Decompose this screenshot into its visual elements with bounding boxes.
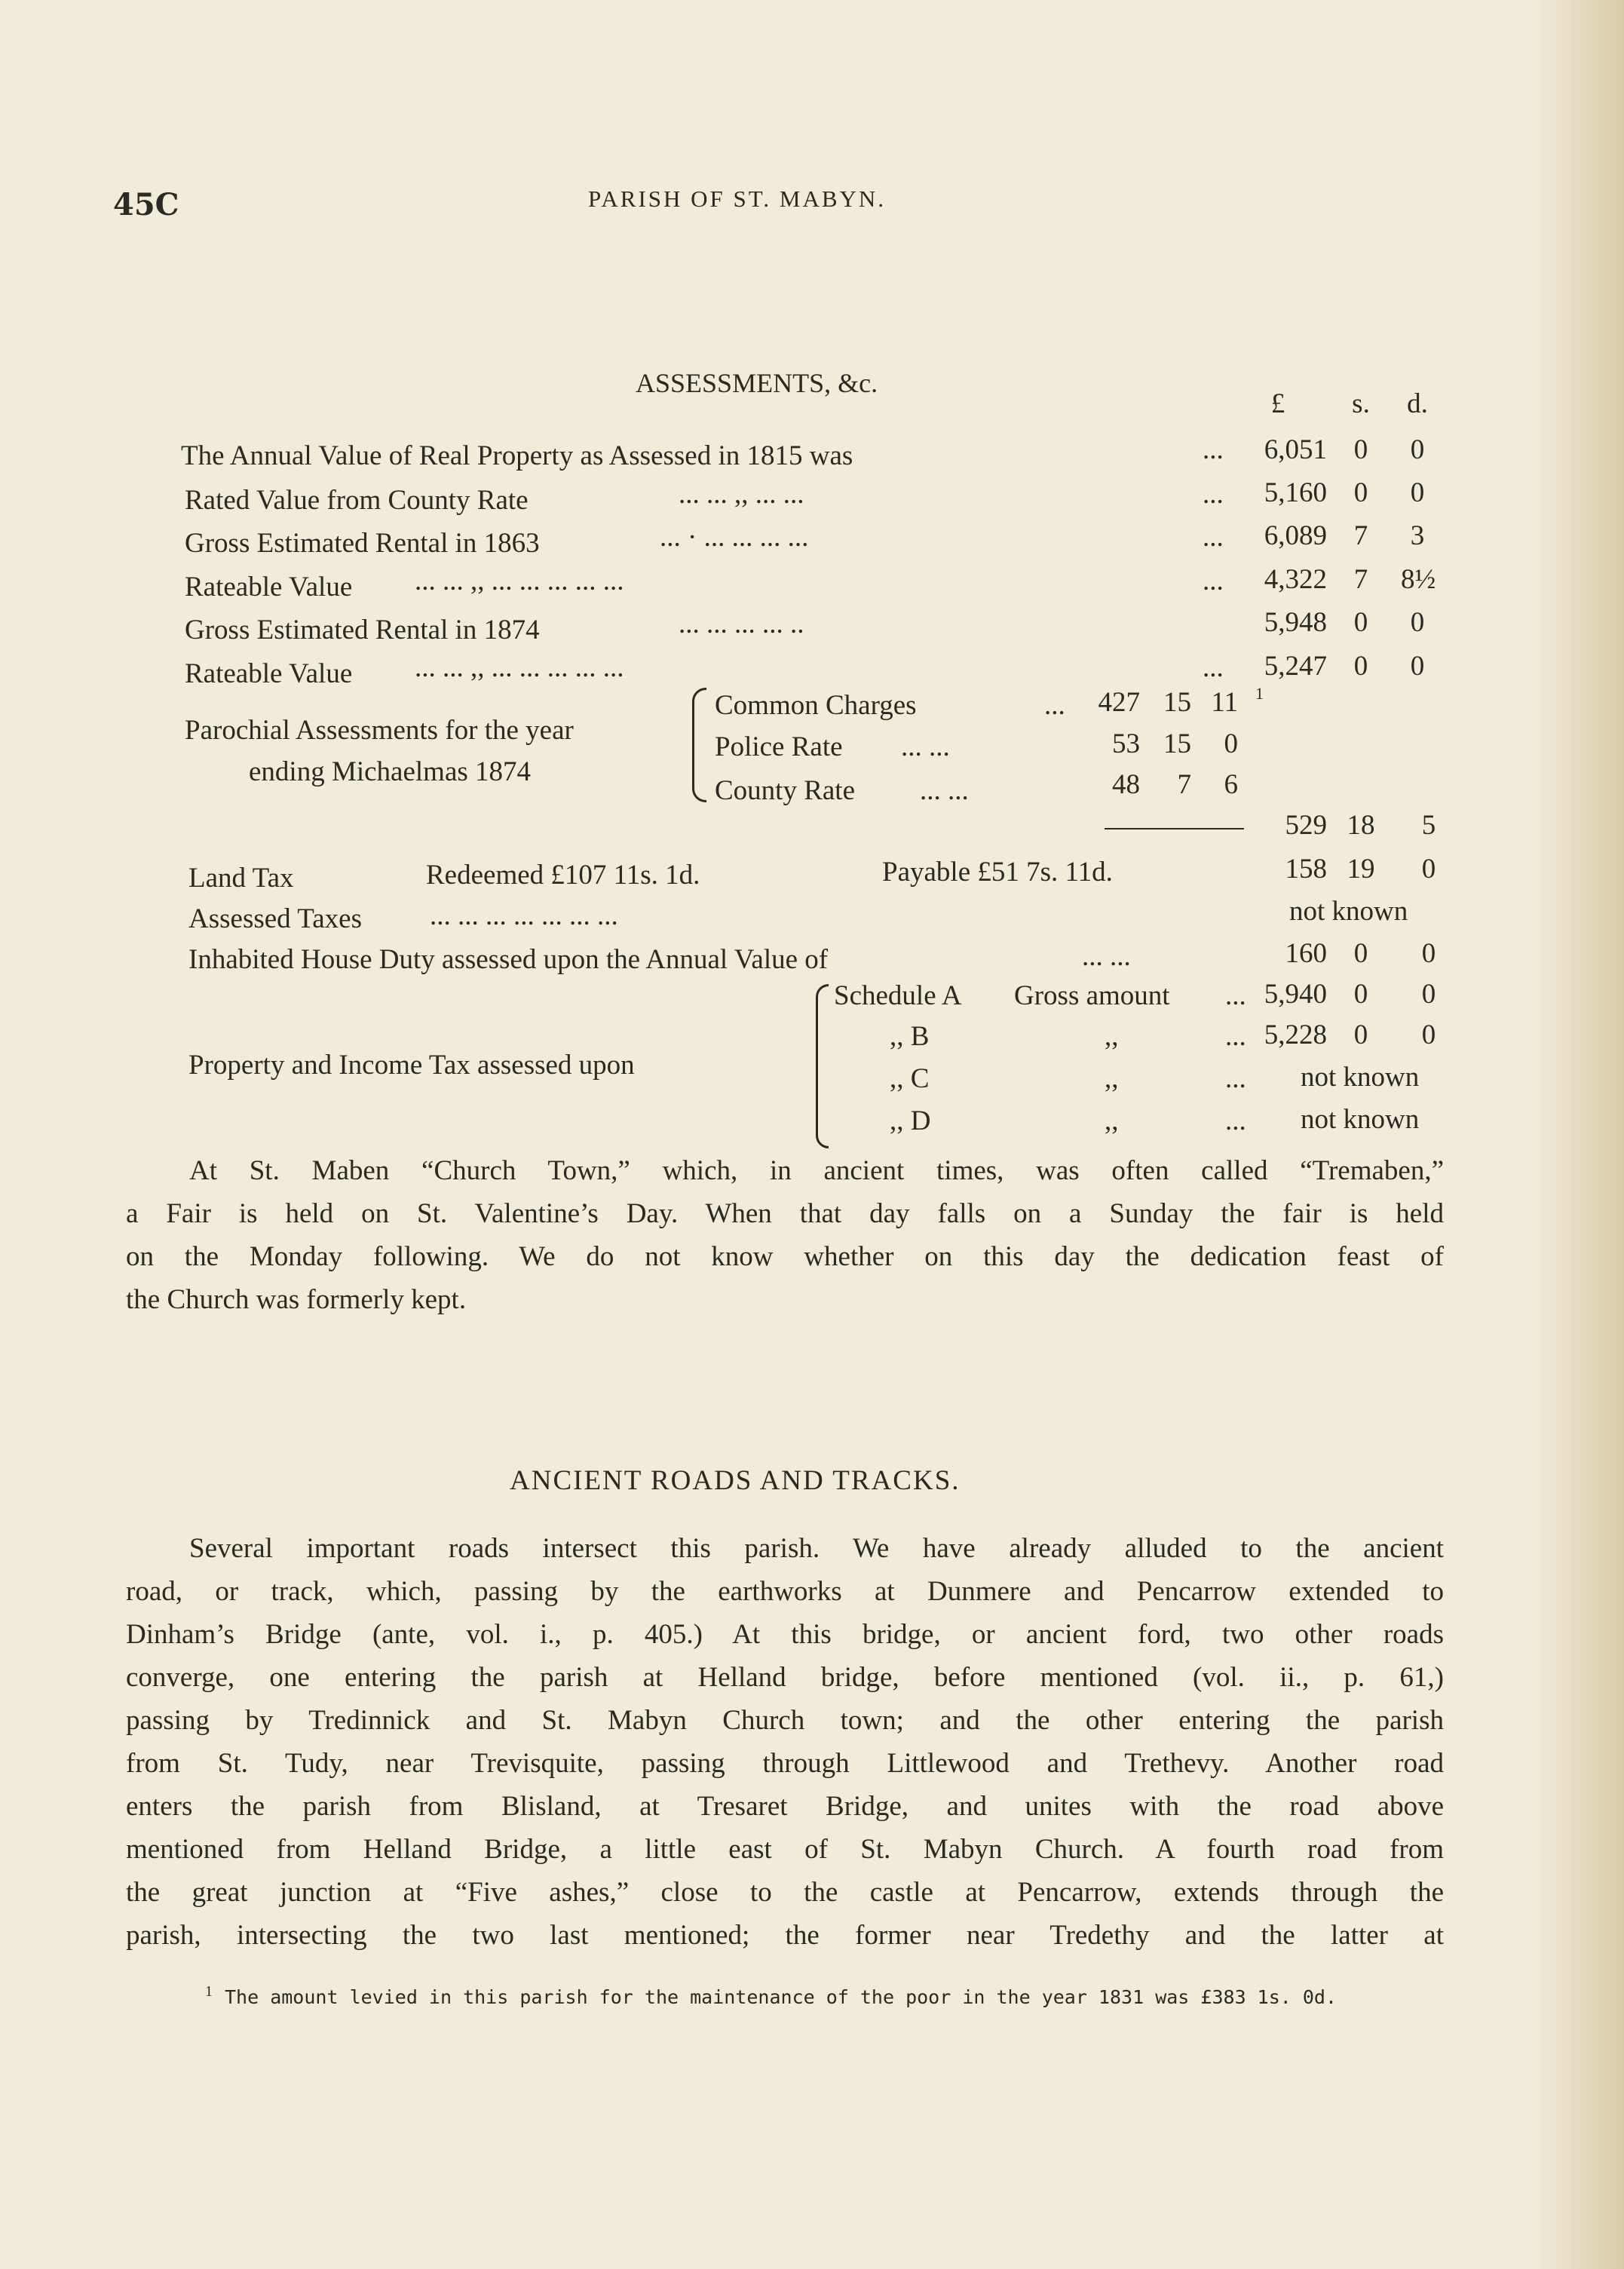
row-dots: ... ... ,, ... ... ... ... ... (415, 566, 624, 596)
row-label: Gross Estimated Rental in 1874 (185, 615, 540, 645)
schedule-label: ,, D (890, 1105, 931, 1136)
assessed-taxes-dots: ... ... ... ... ... ... ... (430, 900, 618, 931)
row-pounds: 5,948 (1264, 607, 1327, 638)
parochial-brace (692, 688, 706, 802)
paragraph-line: the Church was formerly kept. (126, 1284, 467, 1315)
schedule-label: Schedule A (834, 980, 962, 1011)
schedule-value: not known (1301, 1062, 1420, 1093)
parochial-item-dots: ... ... (901, 731, 950, 762)
schedule-label: ,, C (890, 1063, 930, 1094)
schedule-shillings: 0 (1353, 979, 1368, 1010)
page-number: 45C (113, 187, 179, 222)
row-shillings: 7 (1353, 520, 1368, 551)
row-pence: 0 (1410, 434, 1425, 465)
paragraph-line: parish, intersecting the two last mentioned; the former near Tredethy and the latter at (126, 1920, 1444, 1951)
land-tax-shillings: 19 (1347, 854, 1375, 885)
schedule-dots: ... (1225, 1021, 1246, 1052)
schedule-pence: 0 (1421, 1020, 1436, 1050)
parochial-item-pence: 6 (1224, 769, 1238, 800)
assessed-taxes-label: Assessed Taxes (188, 903, 363, 934)
paragraph-line: a Fair is held on St. Valentine’s Day. When that day falls on a Sunday the fair is held (126, 1198, 1444, 1229)
land-tax-pence: 0 (1421, 854, 1436, 885)
house-duty-dots: ... ... (1082, 941, 1131, 972)
section-title: ANCIENT ROADS AND TRACKS. (510, 1465, 961, 1496)
paragraph-line: enters the parish from Blisland, at Tresaret Bridge, and unites with the road above (126, 1791, 1444, 1822)
house-duty-pounds: 160 (1285, 938, 1327, 969)
house-duty-shillings: 0 (1353, 938, 1368, 969)
parochial-item-label: County Rate (715, 775, 856, 806)
row-pence: 0 (1410, 477, 1425, 508)
row-pence: 0 (1410, 607, 1425, 638)
ditto-mark: ,, (1105, 1021, 1119, 1052)
paragraph-line: Dinham’s Bridge (ante, vol. i., p. 405.) At this bridge, or ancient ford, two other roads (126, 1619, 1444, 1650)
row-shillings: 0 (1353, 434, 1368, 465)
parochial-item-pence: 0 (1224, 728, 1238, 759)
row-dots: ... · ... ... ... ... (660, 522, 809, 553)
row-shillings: 0 (1353, 477, 1368, 508)
land-tax-label: Land Tax (188, 863, 294, 894)
paragraph-line: from St. Tudy, near Trevisquite, passing through Littlewood and Trethevy. Another road (126, 1748, 1444, 1779)
schedule-value: not known (1301, 1104, 1420, 1135)
total-pence: 5 (1421, 810, 1436, 841)
total-pounds: 529 (1285, 810, 1327, 841)
row-pounds: 5,160 (1264, 477, 1327, 508)
assessments-title: ASSESSMENTS, &c. (636, 368, 878, 398)
schedule-pounds: 5,228 (1264, 1020, 1327, 1050)
row-dots: ... (1203, 434, 1224, 465)
gross-amount-label: Gross amount (1014, 980, 1170, 1011)
fair-paragraph (126, 1149, 1444, 1321)
paragraph-line: Several important roads intersect this parish. We have already alluded to the ancient (189, 1533, 1444, 1564)
schedule-dots: ... (1225, 1105, 1246, 1136)
row-pounds: 6,089 (1264, 520, 1327, 551)
row-shillings: 0 (1353, 651, 1368, 682)
row-pounds: 4,322 (1264, 564, 1327, 595)
parochial-item-label: Police Rate (715, 731, 843, 762)
income-tax-label: Property and Income Tax assessed upon (188, 1050, 635, 1081)
parochial-item-pounds: 427 (1098, 687, 1140, 718)
paragraph-line: converge, one entering the parish at Helland bridge, before mentioned (vol. ii., p. 61,) (126, 1662, 1444, 1693)
assessed-taxes-value: not known (1289, 896, 1408, 927)
paragraph-line: mentioned from Helland Bridge, a little east of St. Mabyn Church. A fourth road from (126, 1834, 1444, 1865)
ditto-mark: ,, (1105, 1105, 1119, 1136)
parochial-item-label: Common Charges (715, 690, 917, 721)
row-pence: 0 (1410, 651, 1425, 682)
row-pence: 3 (1410, 520, 1425, 551)
schedule-pounds: 5,940 (1264, 979, 1327, 1010)
parochial-item-pence: 11 (1211, 687, 1238, 718)
schedule-label: ,, B (890, 1021, 930, 1052)
row-dots: ... ... ,, ... ... (679, 479, 804, 510)
row-shillings: 0 (1353, 607, 1368, 638)
row-label: Gross Estimated Rental in 1863 (185, 528, 540, 559)
paragraph-line: At St. Maben “Church Town,” which, in ancient times, was often called “Tremaben,” (189, 1155, 1444, 1186)
paragraph-line: on the Monday following. We do not know whether on this day the dedication feast of (126, 1241, 1444, 1272)
footnote-marker: 1 (1255, 684, 1264, 703)
land-tax-pounds: 158 (1285, 854, 1327, 885)
row-pounds: 6,051 (1264, 434, 1327, 465)
row-label: Rateable Value (185, 658, 353, 689)
house-duty-label: Inhabited House Duty assessed upon the Annual Value of (188, 944, 829, 975)
parochial-item-shillings: 15 (1163, 728, 1191, 759)
row-label: Rated Value from County Rate (185, 485, 529, 516)
roads-paragraph (126, 1527, 1444, 1957)
row-dots: ... ... ,, ... ... ... ... ... (415, 652, 624, 683)
footnote-text: The amount levied in this parish for the maintenance of the poor in the year 1831 was £383 1s. 0d. (225, 1986, 1338, 2008)
parochial-label-line2: ending Michaelmas 1874 (249, 756, 532, 787)
parochial-item-pounds: 53 (1112, 728, 1140, 759)
footnote-number: 1 (205, 1983, 213, 2000)
paragraph-line: road, or track, which, passing by the earthworks at Dunmere and Pencarrow extended to (126, 1576, 1444, 1607)
paragraph-line: the great junction at “Five ashes,” close to the castle at Pencarrow, extends through the (126, 1877, 1444, 1908)
parochial-item-shillings: 15 (1163, 687, 1191, 718)
col-header-shillings: s. (1352, 388, 1370, 419)
parochial-label-line1: Parochial Assessments for the year (185, 715, 574, 746)
schedule-dots: ... (1225, 980, 1246, 1011)
total-shillings: 18 (1347, 810, 1375, 841)
land-tax-redeemed: Redeemed £107 11s. 1d. (426, 860, 700, 891)
page-edge-shading (1534, 0, 1624, 2269)
parochial-item-pounds: 48 (1112, 769, 1140, 800)
sum-rule (1105, 828, 1244, 829)
running-title: PARISH OF ST. MABYN. (588, 186, 887, 212)
parochial-item-dots: ... (1044, 690, 1065, 721)
row-pence: 8½ (1401, 564, 1436, 595)
col-header-pounds: £ (1270, 388, 1285, 419)
schedule-pence: 0 (1421, 979, 1436, 1010)
row-shillings: 7 (1353, 564, 1368, 595)
schedule-shillings: 0 (1353, 1020, 1368, 1050)
parochial-item-dots: ... ... (920, 775, 969, 806)
house-duty-pence: 0 (1421, 938, 1436, 969)
land-tax-payable: Payable £51 7s. 11d. (882, 857, 1113, 888)
row-label: Rateable Value (185, 572, 353, 603)
row-dots: ... ... ... ... .. (679, 609, 804, 639)
row-label: The Annual Value of Real Property as Assessed in 1815 was (181, 440, 853, 471)
parochial-item-shillings: 7 (1177, 769, 1191, 800)
ditto-mark: ,, (1105, 1063, 1119, 1094)
schedule-dots: ... (1225, 1063, 1246, 1094)
row-pounds: 5,247 (1264, 651, 1327, 682)
col-header-pence: d. (1407, 388, 1428, 419)
paragraph-line: passing by Tredinnick and St. Mabyn Church town; and the other entering the parish (126, 1705, 1444, 1736)
income-tax-brace (816, 984, 829, 1148)
